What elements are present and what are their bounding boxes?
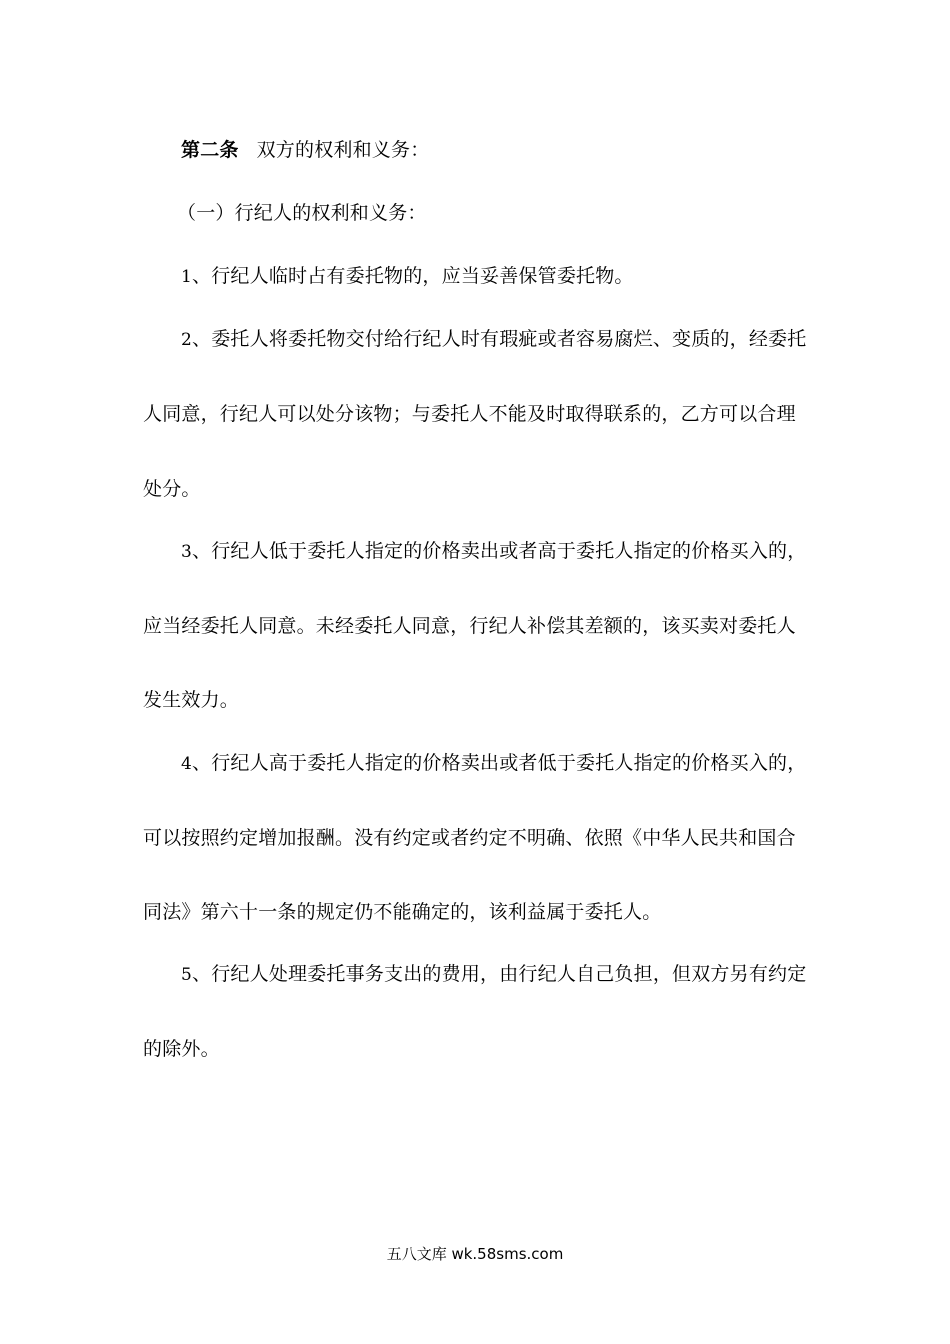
item-3-line-1 [181, 539, 806, 564]
article-number: 第二条 [181, 139, 239, 161]
item-1-number: 1 [181, 267, 193, 287]
subsection-heading: （一）行纪人的权利和义务： [177, 202, 427, 224]
item-3-line-3: 发生效力。 [143, 689, 240, 711]
item-1-text: 、行纪人临时占有委托物的，应当妥善保管委托物。 [192, 265, 634, 287]
item-1-line-1 [181, 264, 634, 289]
item-4-text-1: 、行纪人高于委托人指定的价格卖出或者低于委托人指定的价格买入的， [192, 752, 807, 774]
item-5-number: 5 [181, 965, 193, 985]
item-4-line-2: 可以按照约定增加报酬。没有约定或者约定不明确、依照《中华人民共和国合 [143, 827, 796, 849]
item-3-text-1: 、行纪人低于委托人指定的价格卖出或者高于委托人指定的价格买入的， [192, 540, 807, 562]
item-4-line-3: 同法》第六十一条的规定仍不能确定的，该利益属于委托人。 [143, 901, 662, 923]
item-4-line-1 [181, 751, 806, 776]
article-title: 双方的权利和义务： [256, 139, 430, 161]
item-2-number: 2 [181, 330, 193, 350]
item-3-number: 3 [181, 542, 193, 562]
item-5-line-1 [181, 962, 806, 987]
item-5-text-1: 、行纪人处理委托事务支出的费用，由行纪人自己负担，但双方另有约定 [192, 963, 807, 985]
item-3-line-2: 应当经委托人同意。未经委托人同意，行纪人补偿其差额的，该买卖对委托人 [143, 615, 796, 637]
item-4-number: 4 [181, 754, 193, 774]
item-2-line-1 [181, 327, 806, 352]
article-heading [181, 138, 429, 162]
item-2-line-3: 处分。 [143, 478, 201, 500]
footer-watermark: 五八文库 wk.58sms.com [386, 1245, 564, 1263]
item-2-text-1: 、委托人将委托物交付给行纪人时有瑕疵或者容易腐烂、变质的，经委托 [192, 328, 807, 350]
item-5-line-2: 的除外。 [143, 1038, 220, 1060]
item-2-line-2: 人同意，行纪人可以处分该物；与委托人不能及时取得联系的，乙方可以合理 [143, 403, 796, 425]
